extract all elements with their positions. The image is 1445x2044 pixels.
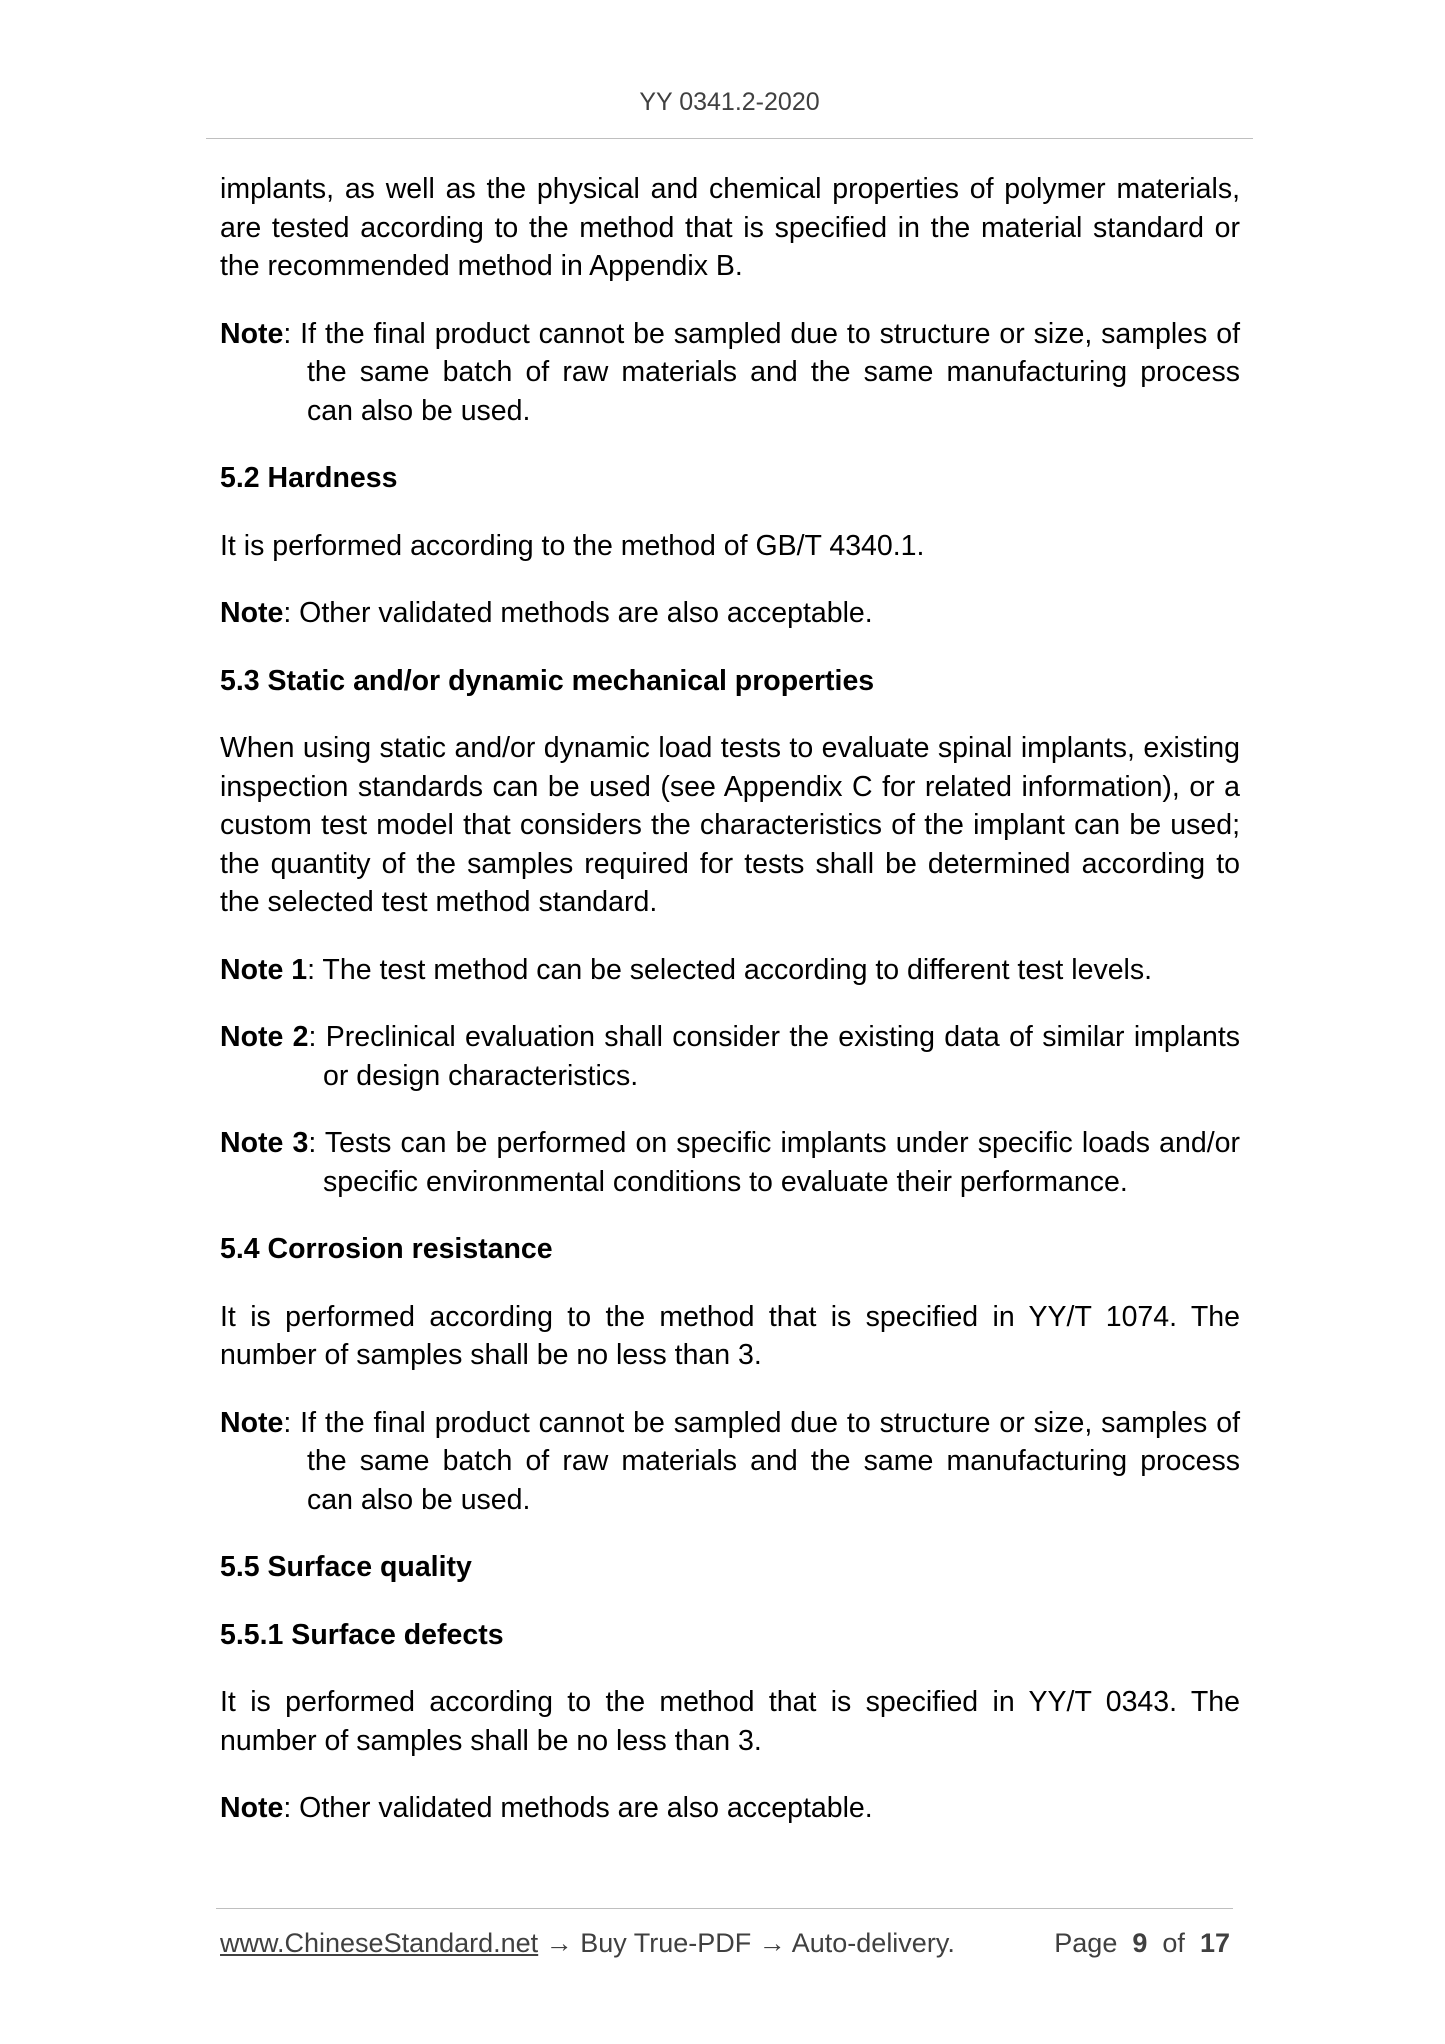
paragraph: It is performed according to the method that is specified in YY/T 1074. The number of samples shall be no less than 3.: [220, 1300, 1240, 1371]
note-label: Note 1: [220, 953, 308, 986]
section-heading-5-5: 5.5 Surface quality: [220, 1551, 472, 1583]
note: [220, 1789, 1240, 1828]
document-header: YY 0341.2-2020: [639, 88, 820, 116]
document-body: [220, 170, 1240, 1857]
paragraph: It is performed according to the method that is specified in YY/T 0343. The number of samples shall be no less than 3.: [220, 1686, 1240, 1757]
current-page: 9: [1132, 1928, 1148, 1958]
note-label: Note 2: [220, 1021, 309, 1053]
total-pages: 17: [1199, 1928, 1230, 1958]
note-label: Note: [220, 1792, 284, 1824]
of-word: of: [1162, 1928, 1185, 1958]
footer-divider: [216, 1908, 1233, 1909]
header-divider: [206, 138, 1253, 139]
note-label: Note: [220, 317, 284, 350]
section-heading-5-4: 5.4 Corrosion resistance: [220, 1233, 553, 1265]
note: [220, 1124, 1240, 1201]
paragraph: implants, as well as the physical and chemical properties of polymer materials, are tested according to the method that is specified in the material standard or the recommended method in Appendix B.: [220, 173, 1240, 282]
website-link[interactable]: www.ChineseStandard.net: [220, 1928, 539, 1958]
paragraph: It is performed according to the method of GB/T 4340.1.: [220, 529, 925, 562]
paragraph: When using static and/or dynamic load tests to evaluate spinal implants, existing inspection standards can be used (see Appendix C for related information), or a custom test model that considers the characteristics of the implant can be used; the quantity of the samples required for tests shall be determined according to the selected test method standard.: [220, 732, 1240, 918]
note-text: : If the final product cannot be sampled due to structure or size, samples of the same batch of raw materials and the same manufacturing process can also be used.: [283, 317, 1240, 427]
note-text: : The test method can be selected according to different test levels.: [307, 953, 1153, 986]
note-text: : Other validated methods are also acceptable.: [283, 597, 873, 629]
section-heading-5-2: 5.2 Hardness: [220, 462, 398, 494]
note-text: : Other validated methods are also acceptable.: [283, 1792, 873, 1824]
footer-promo: [220, 1928, 955, 1959]
note-label: Note: [220, 1406, 284, 1439]
note: [220, 1018, 1240, 1095]
note-text: : Tests can be performed on specific implants under specific loads and/or specific environmental conditions to evaluate their performance.: [308, 1127, 1240, 1198]
note: [220, 1404, 1240, 1520]
footer-promo-text: → Buy True-PDF → Auto-delivery.: [538, 1928, 955, 1958]
note: [220, 951, 1240, 990]
note: [220, 315, 1240, 431]
page-word: Page: [1054, 1928, 1118, 1958]
note-text: : If the final product cannot be sampled due to structure or size, samples of the same batch of raw materials and the same manufacturing process can also be used.: [283, 1406, 1240, 1516]
note: [220, 594, 1240, 633]
section-heading-5-5-1: 5.5.1 Surface defects: [220, 1618, 504, 1651]
note-label: Note: [220, 597, 284, 629]
page-number: [1054, 1928, 1230, 1959]
note-text: : Preclinical evaluation shall consider the existing data of similar implants or design characteristics.: [308, 1021, 1240, 1092]
section-heading-5-3: 5.3 Static and/or dynamic mechanical properties: [220, 664, 875, 697]
note-label: Note 3: [220, 1127, 309, 1159]
